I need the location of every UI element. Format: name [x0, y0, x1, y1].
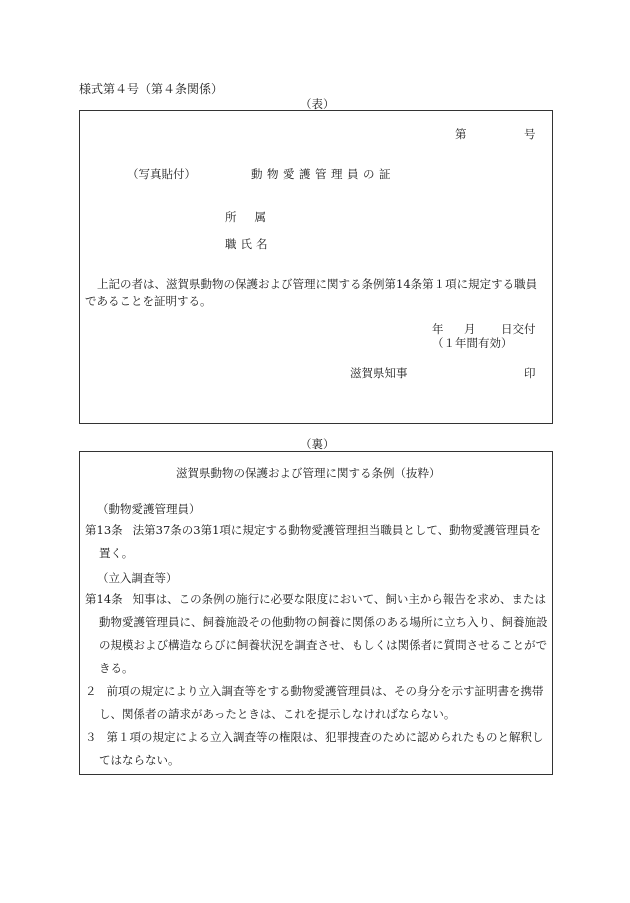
article-14-number: 第14条: [85, 592, 123, 606]
paragraph-3-number: ３: [85, 730, 97, 744]
article-13-text: 法第37条の3第1項に規定する動物愛護管理担当職員として、動物愛護管理員を置く。: [99, 523, 542, 560]
article-13-number: 第13条: [85, 523, 123, 537]
paragraph-3: [85, 726, 549, 772]
heading-animal-welfare-officer: （動物愛護管理員）: [97, 502, 201, 516]
paragraph-2-text: 前項の規定により立入調査等をする動物愛護管理員は、その身分を示す証明書を携帯し、関係者の請求があったときは、これを提示しなければならない。: [99, 684, 544, 721]
issue-date-month: 月: [464, 322, 476, 336]
article-14-text: 知事は、この条例の施行に必要な限度において、飼い主から報告を求め、または動物愛護管理員に、飼養施設その他動物の飼養に関係のある場所に立ち入り、飼養施設の規模および構造ならびに飼養状況を調査させ、もしくは関係者に質問させることができる。: [99, 592, 548, 675]
article-14: [85, 588, 549, 680]
issue-date-year: 年: [432, 322, 444, 336]
validity-period: （１年間有効）: [432, 336, 513, 350]
front-side-label: （表）: [300, 97, 335, 111]
seal-mark: 印: [524, 366, 536, 380]
paragraph-3-text: 第１項の規定による立入調査等の権限は、犯罪捜査のために認められたものと解釈してはならない。: [99, 730, 544, 767]
certificate-number-prefix: 第: [455, 127, 467, 141]
issue-date-day: 日交付: [501, 322, 536, 336]
certificate-number-suffix: 号: [524, 127, 536, 141]
certificate-front-box: [79, 110, 553, 424]
form-title: 様式第４号（第４条関係）: [79, 82, 224, 96]
issuer-name: 滋賀県知事: [350, 366, 408, 380]
back-side-label: （裏）: [300, 437, 335, 451]
article-13: [85, 519, 549, 565]
heading-inspection: （立入調査等）: [97, 571, 178, 585]
ordinance-title: 滋賀県動物の保護および管理に関する条例（抜粋）: [176, 466, 441, 480]
certification-statement: 上記の者は、滋賀県動物の保護および管理に関する条例第14条第１項に規定する職員であることを証明する。: [85, 277, 538, 308]
certificate-title: 動物愛護管理員の証: [251, 167, 395, 181]
photo-placeholder-label: （写真貼付）: [127, 167, 196, 181]
paragraph-2: [85, 680, 549, 726]
paragraph-2-number: ２: [85, 684, 97, 698]
staff-name-label: 職氏名: [225, 237, 272, 251]
affiliation-label: 所属: [225, 210, 284, 224]
